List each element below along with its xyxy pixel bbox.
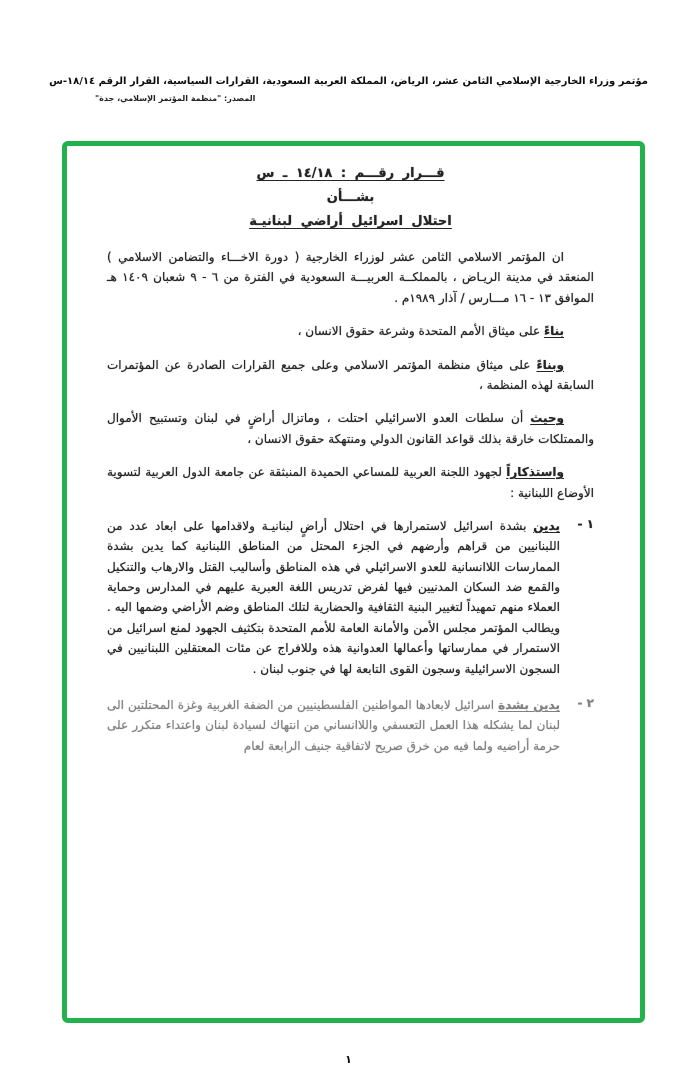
paragraph-lead: واستذكاراً — [506, 465, 564, 480]
item-number: ١ - — [577, 516, 594, 531]
resolution-content — [67, 146, 640, 1018]
page-number: ١ — [345, 1053, 352, 1066]
header-source: المصدر: "منظمة المؤتمر الإسلامي، جدة" — [95, 94, 256, 103]
paragraph-lead: وحيث — [530, 411, 564, 426]
scan-highlight-border — [62, 141, 645, 1023]
resolution-item-1 — [107, 516, 594, 679]
paragraph-lead: بناءً — [543, 324, 564, 339]
item-lead: يدين بشدة — [498, 698, 560, 713]
preamble-paragraph-charter-oic — [107, 355, 594, 396]
item-text — [107, 516, 560, 679]
paragraph-lead: وبناءً — [536, 357, 564, 372]
item-body-text: بشدة اسرائيل لاستمرارها في احتلال أراضٍ لبنانيـة ولاقدامها على ابعاد عدد من اللبنانيين من قراهم وأرضهم في الجزء المحتل من المناطق اللبنانية كما يدين بشدة الممارسات اللاانسانية للعدو الاسرائيلي في هذه المناطق وأساليب القتل والارهاب والتنكيل والقمع ضد السكان المدنيين فيها لفرض تدريس اللغة العبرية عليهم في المدارس وحماية العملاء منهم تمهيداً لتغيير البنية الثقافية والحضارية لتلك المناطق وضم الأراضي وضمها اليه . ويطالب المؤتمر مجلس الأمن والأمانة العامة للأمم المتحدة بتكثيف الجهود لمنع اسرائيل من الاستمرار في ممارساتها وأعمالها العدوانية هذه وللافراج عن مئات المعتقلين اللبنانيين في السجون الاسرائيلية وسجون القوى التابعة لها في جنوب لبنان . — [107, 518, 560, 676]
resolution-items — [107, 516, 594, 756]
resolution-number-title: قـــرار رقـــم : ١٤/١٨ ـ س — [256, 166, 445, 181]
item-number: ٢ - — [577, 696, 594, 711]
resolution-item-2 — [107, 695, 594, 756]
paragraph-text: لجهود اللجنة العربية للمساعي الحميدة المنبثقة عن جامعة الدول العربية لتسوية الأوضاع اللبنانية : — [107, 465, 594, 500]
paragraph-text: أن سلطات العدو الاسرائيلي احتلت ، وماتزال أراضٍ في لبنان وتستبيح الأموال والممتلكات خارقة بذلك قواعد القانون الدولي ومنتهكة حقوق الانسان ، — [107, 411, 594, 446]
paragraph-text: على ميثاق منظمة المؤتمر الاسلامي وعلى جميع القرارات الصادرة عن المؤتمرات السابقة لهذه المنظمة ، — [107, 357, 594, 392]
preamble-paragraph-recalling — [107, 462, 594, 503]
item-text — [107, 695, 560, 756]
item-body-text: اسرائيل لابعادها المواطنين الفلسطينيين من الضفة الغربية وغزة المحتلتين الى لبنان لما يشكله هذا العمل التعسفي واللاانساني من انتهاك لسيادة لبنان واعتداء متكرر على حرمة أراضيه ولما فيه من خرق صريح لاتفاقية جنيف الرابعة لعام — [107, 698, 560, 753]
preamble-paragraph-whereas — [107, 408, 594, 449]
resolution-regarding: بشـــأن — [326, 190, 375, 205]
paragraph-text: على ميثاق الأمم المتحدة وشرعة حقوق الانسان ، — [297, 324, 544, 339]
header-citation: مؤتمر وزراء الخارجية الإسلامي الثامن عشر، الرياض، المملكة العربية السعودية، القرارات السياسية، القرار الرقم ١٨/١٤-س — [49, 76, 648, 87]
paragraph-text: ان المؤتمر الاسلامي الثامن عشر لوزراء الخارجية ( دورة الاخـــاء والتضامن الاسلامي ) المنعقد في مدينة الريـاض ، بالمملكــة العربيـــة السعودية في الفترة من ٦ - ٩ شعبان ١٤٠٩ هـ الموافق ١٣ - ١٦ مـــارس / آذار ١٩٨٩م . — [107, 250, 594, 305]
preamble-paragraph-charter-un — [107, 321, 594, 341]
item-lead: يدين — [533, 518, 560, 533]
preamble-paragraph-intro — [107, 247, 594, 308]
resolution-subject: احتلال اسرائيل أراضي لبنانيـة — [249, 214, 452, 229]
